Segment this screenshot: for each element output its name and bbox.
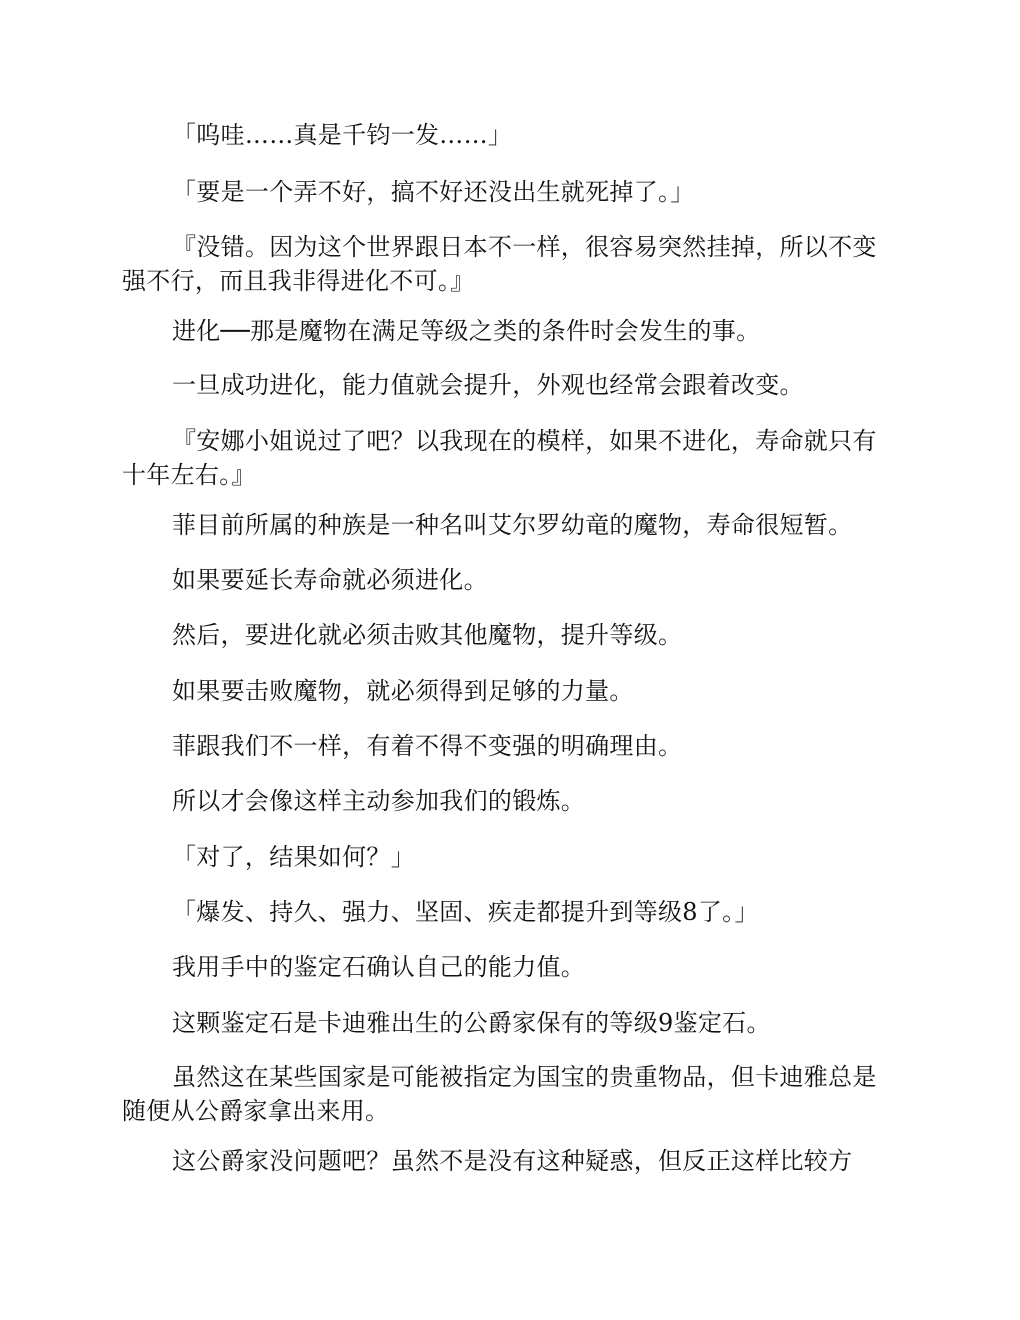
paragraph: 如果要击败魔物，就必须得到足够的力量。 bbox=[172, 677, 634, 705]
paragraph: 「对了，结果如何？」 bbox=[172, 843, 415, 871]
paragraph: 这公爵家没问题吧？虽然不是没有这种疑惑，但反正这样比较方 bbox=[172, 1147, 853, 1175]
paragraph: 一旦成功进化，能力值就会提升，外观也经常会跟着改变。 bbox=[172, 371, 804, 399]
paragraph: 虽然这在某些国家是可能被指定为国宝的贵重物品，但卡迪雅总是随便从公爵家拿出来用。 bbox=[122, 1063, 877, 1125]
paragraph: 如果要延长寿命就必须进化。 bbox=[172, 566, 488, 594]
paragraph: 「呜哇……真是千钧一发……」 bbox=[172, 121, 513, 149]
paragraph: 菲目前所属的种族是一种名叫艾尔罗幼竜的魔物，寿命很短暂。 bbox=[172, 511, 853, 539]
paragraph: 这颗鉴定石是卡迪雅出生的公爵家保有的等级9鉴定石。 bbox=[172, 1009, 771, 1037]
paragraph: 『没错。因为这个世界跟日本不一样，很容易突然挂掉，所以不变强不行，而且我非得进化不可。』 bbox=[122, 233, 877, 295]
paragraph: 然后，要进化就必须击败其他魔物，提升等级。 bbox=[172, 621, 683, 649]
paragraph: 『安娜小姐说过了吧？以我现在的模样，如果不进化，寿命就只有十年左右。』 bbox=[122, 427, 877, 489]
document-page bbox=[122, 0, 898, 1320]
paragraph: 进化──那是魔物在满足等级之类的条件时会发生的事。 bbox=[172, 317, 761, 345]
paragraph: 所以才会像这样主动参加我们的锻炼。 bbox=[172, 787, 586, 815]
paragraph: 「要是一个弄不好，搞不好还没出生就死掉了。」 bbox=[172, 178, 695, 206]
paragraph: 我用手中的鉴定石确认自己的能力值。 bbox=[172, 953, 586, 981]
paragraph: 菲跟我们不一样，有着不得不变强的明确理由。 bbox=[172, 732, 683, 760]
paragraph: 「爆发、持久、强力、坚固、疾走都提升到等级8了。」 bbox=[172, 898, 759, 926]
